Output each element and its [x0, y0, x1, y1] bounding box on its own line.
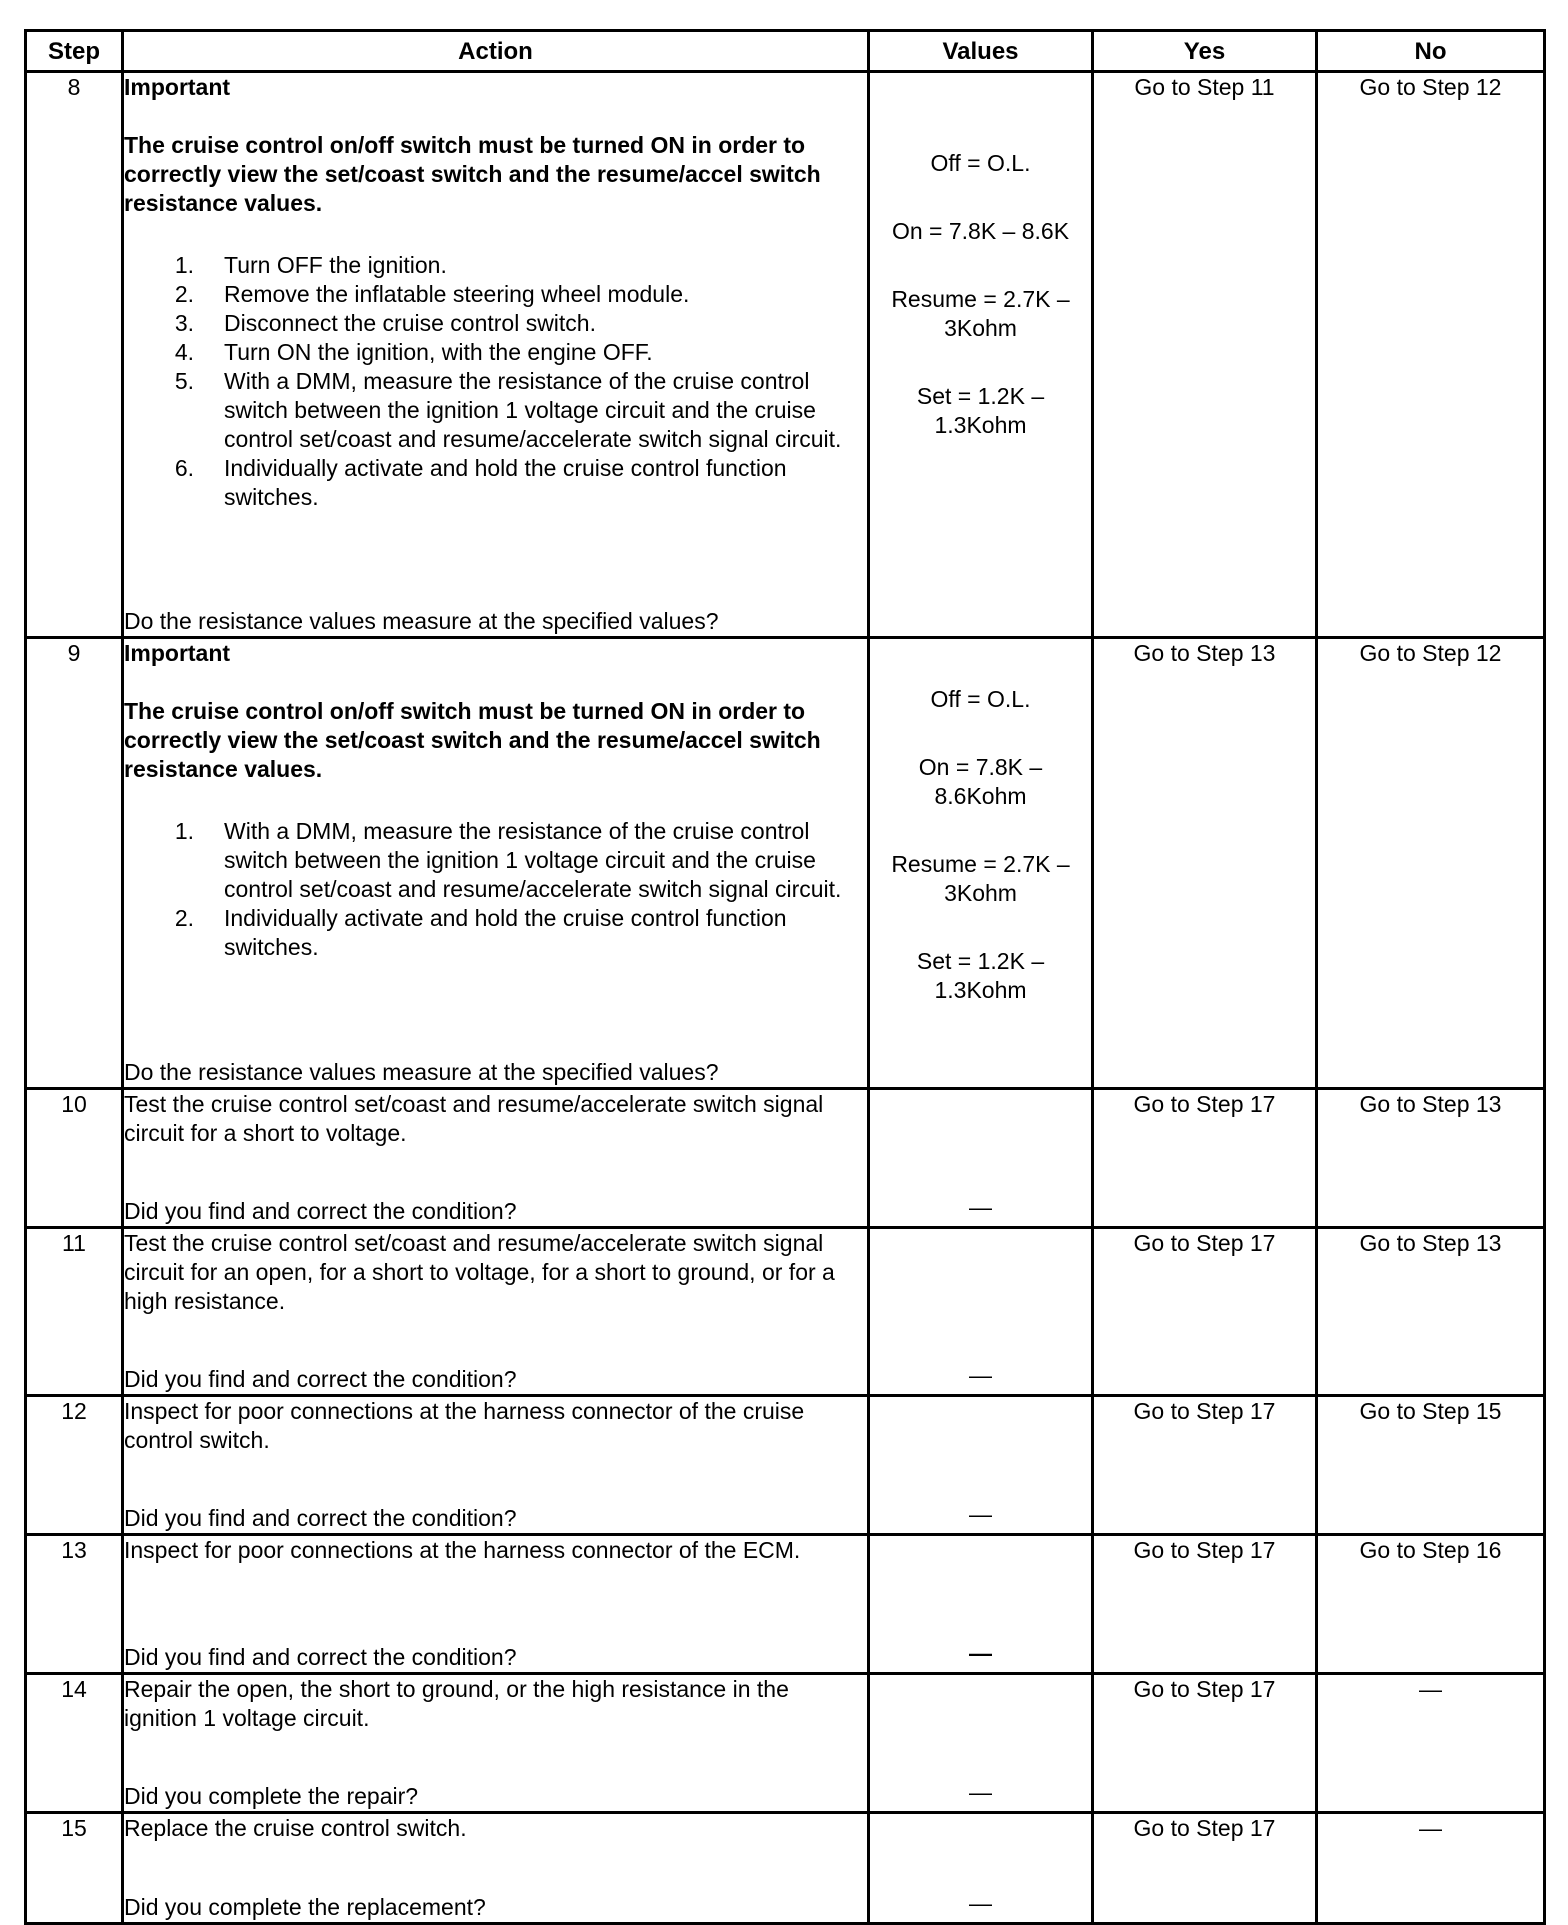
step-number: 14: [26, 1674, 123, 1813]
table-row-step-14: [26, 1674, 1545, 1813]
yes-cell: Go to Step 17: [1093, 1228, 1317, 1396]
value-off: Off = O.L.: [930, 686, 1031, 712]
no-cell: —: [1317, 1674, 1545, 1813]
procedure-list: [124, 251, 867, 512]
table-row-step-9: [26, 638, 1545, 1089]
action-text: Test the cruise control set/coast and resume/accelerate switch signal circuit for a short to voltage.: [124, 1091, 824, 1146]
no-cell: —: [1317, 1813, 1545, 1924]
header-no: No: [1317, 31, 1545, 72]
step-number: 13: [26, 1535, 123, 1674]
action-cell: [123, 638, 869, 1089]
question-text: Do the resistance values measure at the specified values?: [124, 608, 719, 634]
step-number: 9: [26, 638, 123, 1089]
question-text: Did you complete the repair?: [124, 1783, 419, 1809]
value-resume: Resume = 2.7K – 3Kohm: [891, 851, 1070, 906]
yes-cell: Go to Step 17: [1093, 1535, 1317, 1674]
action-cell: [123, 1396, 869, 1535]
action-cell: [123, 1674, 869, 1813]
value-set: Set = 1.2K – 1.3Kohm: [916, 383, 1045, 438]
list-item: 3. Disconnect the cruise control switch.: [174, 310, 596, 336]
no-cell: Go to Step 13: [1317, 1228, 1545, 1396]
question-text: Did you find and correct the condition?: [124, 1644, 517, 1670]
header-row: [26, 31, 1545, 72]
step-number: 10: [26, 1089, 123, 1228]
step-number: 8: [26, 72, 123, 638]
step-number: 12: [26, 1396, 123, 1535]
step-number: 11: [26, 1228, 123, 1396]
no-cell: Go to Step 15: [1317, 1396, 1545, 1535]
action-cell: [123, 1089, 869, 1228]
values-cell: —: [869, 1535, 1093, 1674]
question-text: Do the resistance values measure at the specified values?: [124, 1059, 719, 1085]
question-text: Did you complete the replacement?: [124, 1894, 486, 1920]
header-step: Step: [26, 31, 123, 72]
value-on: On = 7.8K – 8.6Kohm: [918, 754, 1043, 809]
table-row-step-10: [26, 1089, 1545, 1228]
table-row-step-13: [26, 1535, 1545, 1674]
values-cell: [869, 72, 1093, 638]
no-cell: Go to Step 12: [1317, 72, 1545, 638]
question-text: Did you find and correct the condition?: [124, 1198, 517, 1224]
yes-cell: Go to Step 17: [1093, 1674, 1317, 1813]
important-text: The cruise control on/off switch must be turned ON in order to correctly view the set/coast switch and the resume/accel switch resistance values.: [124, 132, 821, 216]
yes-cell: Go to Step 17: [1093, 1396, 1317, 1535]
yes-cell: Go to Step 13: [1093, 638, 1317, 1089]
list-item: 2. Remove the inflatable steering wheel module.: [174, 281, 690, 307]
step-number: 15: [26, 1813, 123, 1924]
table-row-step-15: [26, 1813, 1545, 1924]
important-label: Important: [124, 640, 231, 666]
action-cell: [123, 72, 869, 638]
no-cell: Go to Step 16: [1317, 1535, 1545, 1674]
important-text: The cruise control on/off switch must be turned ON in order to correctly view the set/coast switch and the resume/accel switch resistance values.: [124, 698, 821, 782]
value-off: Off = O.L.: [930, 150, 1031, 176]
action-text: Inspect for poor connections at the harness connector of the cruise control switch.: [124, 1398, 805, 1453]
question-text: Did you find and correct the condition?: [124, 1366, 517, 1392]
list-item: 1. Turn OFF the ignition.: [174, 252, 447, 278]
value-resume: Resume = 2.7K – 3Kohm: [891, 286, 1070, 341]
important-label: Important: [124, 74, 231, 100]
header-values: Values: [869, 31, 1093, 72]
action-text: Test the cruise control set/coast and resume/accelerate switch signal circuit for an open, for a short to voltage, for a short to ground, or for a high resistance.: [124, 1230, 835, 1314]
action-text: Repair the open, the short to ground, or the high resistance in the ignition 1 voltage circuit.: [124, 1676, 789, 1731]
yes-cell: Go to Step 17: [1093, 1089, 1317, 1228]
header-action: Action: [123, 31, 869, 72]
action-cell: [123, 1535, 869, 1674]
procedure-list: [124, 817, 867, 962]
action-cell: [123, 1813, 869, 1924]
header-yes: Yes: [1093, 31, 1317, 72]
values-cell: —: [869, 1674, 1093, 1813]
no-cell: Go to Step 13: [1317, 1089, 1545, 1228]
yes-cell: Go to Step 17: [1093, 1813, 1317, 1924]
list-item: 4. Turn ON the ignition, with the engine OFF.: [174, 339, 653, 365]
value-on: On = 7.8K – 8.6K: [891, 218, 1070, 244]
table-row-step-12: [26, 1396, 1545, 1535]
diagnostic-table: [24, 29, 1546, 1925]
list-item: 2. Individually activate and hold the cruise control function switches.: [174, 905, 787, 960]
no-cell: Go to Step 12: [1317, 638, 1545, 1089]
yes-cell: Go to Step 11: [1093, 72, 1317, 638]
action-cell: [123, 1228, 869, 1396]
action-text: Replace the cruise control switch.: [124, 1815, 467, 1841]
values-cell: —: [869, 1089, 1093, 1228]
values-cell: —: [869, 1813, 1093, 1924]
values-cell: —: [869, 1396, 1093, 1535]
values-cell: [869, 638, 1093, 1089]
action-text: Inspect for poor connections at the harness connector of the ECM.: [124, 1537, 801, 1563]
values-cell: —: [869, 1228, 1093, 1396]
list-item: 5. With a DMM, measure the resistance of the cruise control switch between the ignition 1 voltage circuit and the cruise control set/coast and resume/accelerate switch signal circuit.: [174, 368, 842, 452]
list-item: 6. Individually activate and hold the cruise control function switches.: [174, 455, 787, 510]
value-set: Set = 1.2K – 1.3Kohm: [916, 948, 1045, 1003]
table-row-step-8: [26, 72, 1545, 638]
table-row-step-11: [26, 1228, 1545, 1396]
list-item: 1. With a DMM, measure the resistance of the cruise control switch between the ignition 1 voltage circuit and the cruise control set/coast and resume/accelerate switch signal circuit.: [174, 818, 842, 902]
question-text: Did you find and correct the condition?: [124, 1505, 517, 1531]
